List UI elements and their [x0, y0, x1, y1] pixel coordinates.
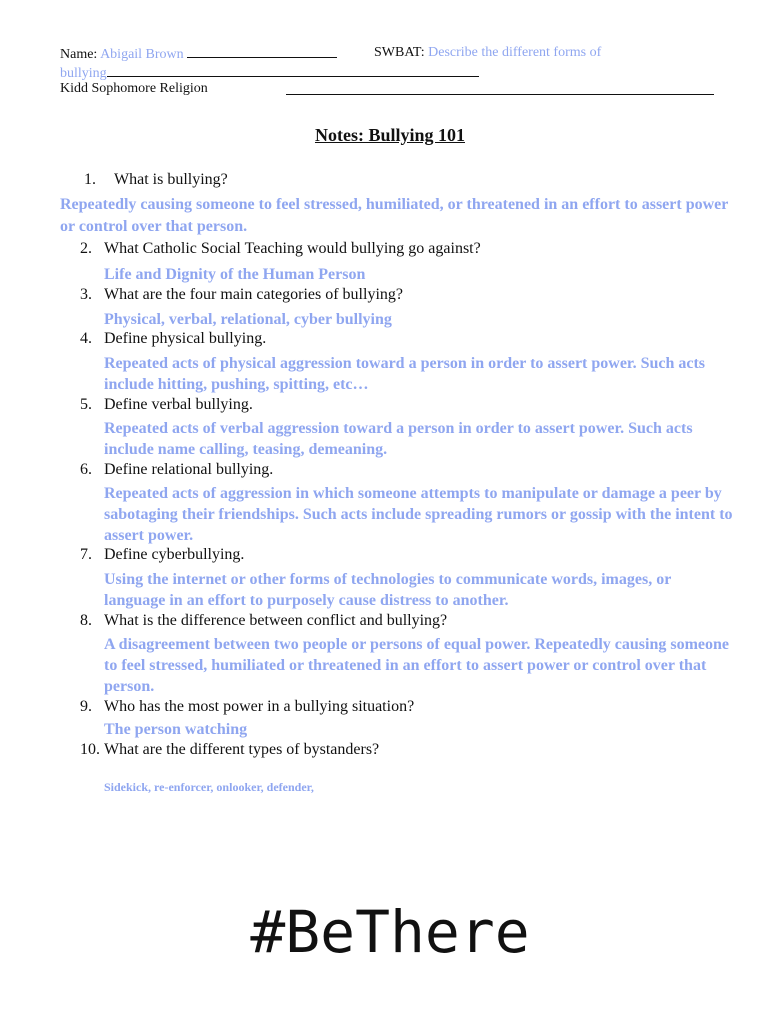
page-title: Notes: Bullying 101 [314, 125, 465, 145]
answer-9: The person watching [104, 721, 248, 738]
question-4-number: 4. [80, 330, 92, 347]
question-2-number: 2. [80, 240, 92, 257]
swbat-blank-line [107, 64, 479, 77]
answer-8: A disagreement between two people or persons of equal power. Repeatedly causing someone to feel stressed, humiliated or threatened in an effort to assert power or control over that person. [104, 636, 730, 695]
question-1-number: 1. [84, 171, 96, 188]
question-8-text: What is the difference between conflict and bullying? [104, 612, 448, 629]
question-7-text: Define cyberbullying. [104, 546, 245, 563]
question-2-text: What Catholic Social Teaching would bullying go against? [104, 240, 481, 257]
name-row [60, 45, 337, 63]
answer-7: Using the internet or other forms of technologies to communicate words, images, or language in an effort to purposely cause distress to another. [104, 571, 672, 609]
question-7-number: 7. [80, 546, 92, 563]
question-6-text: Define relational bullying. [104, 461, 274, 478]
tagline: #BeThere [250, 898, 530, 966]
name-label: Name: [60, 47, 98, 62]
answer-4: Repeated acts of physical aggression toward a person in order to assert power. Such acts include hitting, pushing, spitting, etc… [104, 355, 706, 393]
answer-6: Repeated acts of aggression in which someone attempts to manipulate or damage a peer by sabotaging their friendships. Such acts include spreading rumors or gossip with the intent to assert power. [104, 485, 733, 544]
course-blank-line [286, 94, 714, 95]
answer-1: Repeatedly causing someone to feel stressed, humiliated, or threatened in an effort to assert power or control over that person. [60, 196, 729, 235]
answer-3: Physical, verbal, relational, cyber bullying [104, 311, 392, 328]
question-9-number: 9. [80, 698, 92, 715]
question-8-number: 8. [80, 612, 92, 629]
name-value: Abigail Brown [100, 47, 184, 62]
swbat-value-continued: bullying [60, 66, 107, 81]
question-9-text: Who has the most power in a bullying situation? [104, 698, 415, 715]
swbat-label: SWBAT: [374, 45, 425, 60]
swbat-value: Describe the different forms of [428, 45, 602, 60]
question-1-text: What is bullying? [114, 171, 228, 188]
answer-5: Repeated acts of verbal aggression toward a person in order to assert power. Such acts include name calling, teasing, demeaning. [104, 420, 693, 458]
swbat-continuation-row [60, 64, 479, 82]
question-3-number: 3. [80, 286, 92, 303]
answer-2: Life and Dignity of the Human Person [104, 266, 366, 283]
question-6-number: 6. [80, 461, 92, 478]
question-4-text: Define physical bullying. [104, 330, 267, 347]
question-10-number: 10. [80, 741, 100, 758]
question-10-text: What are the different types of bystanders? [104, 741, 380, 758]
swbat-row [374, 45, 601, 61]
course-label: Kidd Sophomore Religion [60, 81, 208, 96]
name-blank-line [187, 45, 337, 58]
question-3-text: What are the four main categories of bullying? [104, 286, 403, 303]
answer-10: Sidekick, re-enforcer, onlooker, defender, [104, 780, 314, 794]
question-5-number: 5. [80, 396, 92, 413]
question-5-text: Define verbal bullying. [104, 396, 253, 413]
